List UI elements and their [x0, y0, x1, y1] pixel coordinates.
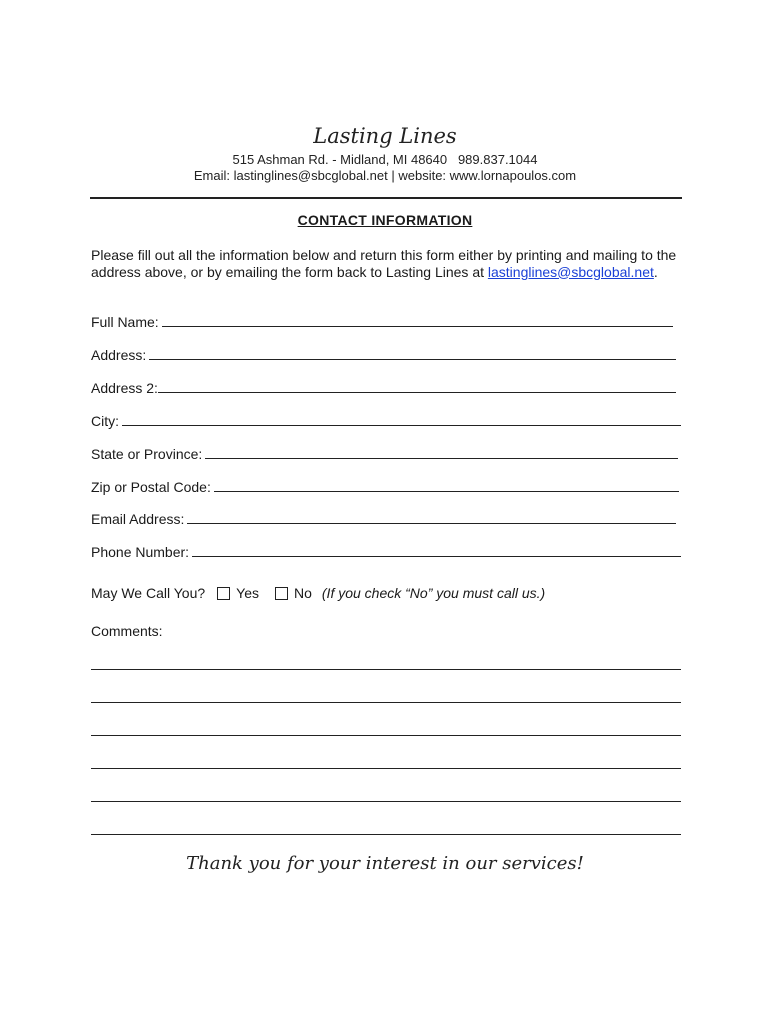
contact-line: Email: lastinglines@sbcglobal.net | website: www.lornapoulos.com — [193, 168, 577, 183]
brand-title: Lasting Lines — [313, 124, 457, 148]
state-field[interactable] — [91, 442, 681, 462]
address-input-line[interactable] — [149, 359, 676, 360]
address-label: Address: — [91, 347, 147, 363]
email-input-line[interactable] — [187, 523, 676, 524]
city-field[interactable] — [91, 409, 681, 429]
address2-input-line[interactable] — [158, 392, 676, 393]
email-field[interactable] — [91, 507, 681, 527]
address2-field[interactable] — [91, 376, 681, 396]
intro-text: Please fill out all the information below and return this form either by printing and mailing to the address above, or by emailing the form back to Lasting Lines at — [91, 247, 677, 280]
zip-input-line[interactable] — [214, 491, 679, 492]
state-label: State or Province: — [91, 446, 203, 462]
comment-line-2[interactable] — [91, 702, 681, 703]
call-question: May We Call You? — [91, 585, 206, 601]
address-line: 515 Ashman Rd. - Midland, MI 48640 989.837.1044 — [232, 152, 538, 167]
comment-line-1[interactable] — [91, 669, 681, 670]
address-field[interactable] — [91, 343, 681, 363]
comments-label: Comments: — [91, 623, 163, 639]
comment-line-5[interactable] — [91, 801, 681, 802]
comment-line-4[interactable] — [91, 768, 681, 769]
no-label: No — [293, 585, 312, 601]
city-label: City: — [91, 413, 119, 429]
email-link[interactable]: lastinglines@sbcglobal.net — [487, 263, 654, 280]
intro-paragraph — [91, 247, 681, 280]
header-divider — [90, 197, 682, 199]
may-we-call-row — [91, 585, 545, 601]
comment-line-6[interactable] — [91, 834, 681, 835]
thank-you-message: Thank you for your interest in our services! — [186, 853, 584, 874]
yes-label: Yes — [236, 585, 259, 601]
city-input-line[interactable] — [122, 425, 681, 426]
no-checkbox[interactable] — [275, 587, 288, 600]
call-note: (If you check “No” you must call us.) — [321, 585, 546, 601]
full-name-label: Full Name: — [91, 314, 159, 330]
zip-label: Zip or Postal Code: — [91, 479, 211, 495]
full-name-input-line[interactable] — [162, 326, 673, 327]
section-title: CONTACT INFORMATION — [297, 212, 473, 228]
comment-line-3[interactable] — [91, 735, 681, 736]
email-label: Email Address: — [91, 511, 185, 527]
header-contact-block — [0, 152, 770, 184]
phone-input-line[interactable] — [192, 556, 681, 557]
phone-label: Phone Number: — [91, 544, 190, 560]
full-name-field[interactable] — [91, 310, 681, 330]
zip-field[interactable] — [91, 475, 681, 495]
state-input-line[interactable] — [205, 458, 678, 459]
yes-checkbox[interactable] — [217, 587, 230, 600]
address2-label: Address 2: — [91, 380, 158, 396]
phone-field[interactable] — [91, 540, 681, 560]
intro-trailing: . — [653, 263, 658, 280]
